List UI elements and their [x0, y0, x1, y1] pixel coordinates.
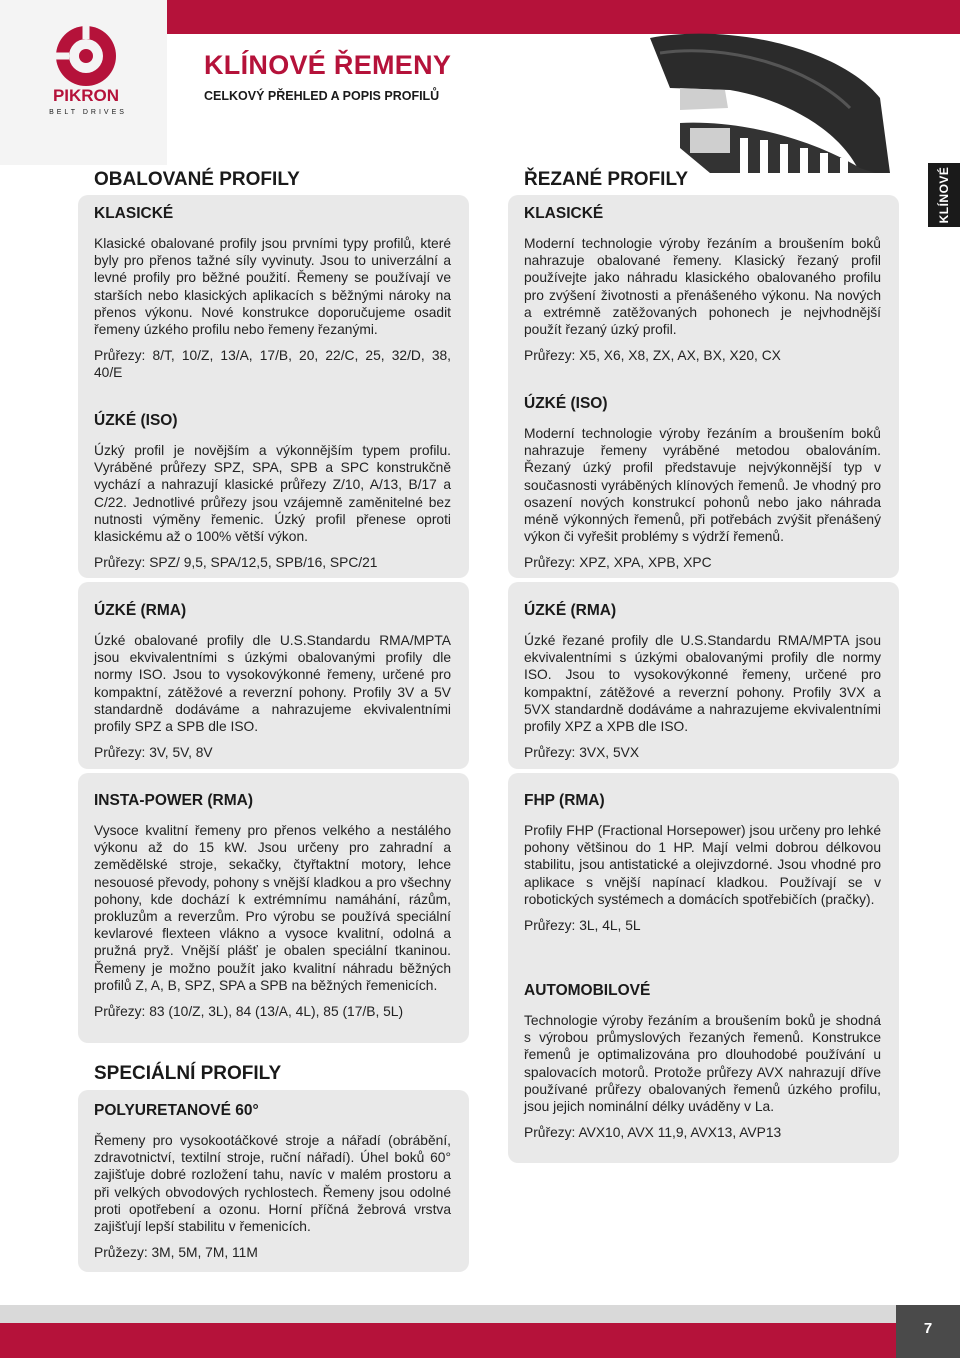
- pikron-logo-icon: [38, 18, 138, 118]
- block-automobilove: [524, 982, 881, 1150]
- block-fhp: [524, 792, 881, 943]
- brand-tagline: BELT DRIVES: [49, 109, 127, 116]
- block-insta-power: [94, 792, 451, 1029]
- body-text: Úzké řezané profily dle U.S.Standardu RMA/MPTA jsou ekvivalentními s úzkými obalovanými profily dle normy ISO. Jsou to vysokovýkonné řemeny, určené pro kompaktní, zátěžové a reverzní pohony. Profily 3VX a 5VX standardně dodáváme a nahrazujeme ekvivalentními profily XPZ a XPB dle ISO.: [524, 633, 881, 735]
- sizes-text: Průřezy: 83 (10/Z, 3L), 84 (13/A, 4L), 85 (17/B, 5L): [94, 1004, 404, 1020]
- block-rezane-uzke-rma: [524, 602, 881, 770]
- heading: ÚZKÉ (ISO): [524, 395, 608, 412]
- body-text: Moderní technologie výroby řezáním a broušením boků nahrazuje obalované řemeny. Klasický řezaný profil používejte jako náhradu klasického obalovaného profilu pro zvýšení životnosti a přenášeného výkonu. Na nových a extrémně zatěžovaných pohonech je nejvhodnější použít řezaný úzký profil.: [524, 236, 881, 338]
- block-obalovane-klasicke: [94, 205, 451, 391]
- brand-name: PIKRON: [52, 86, 120, 105]
- block-polyuretanove: [94, 1102, 451, 1270]
- sizes-text: Průřezy: SPZ/ 9,5, SPA/12,5, SPB/16, SPC/21: [94, 555, 378, 571]
- footer-bar: [0, 1305, 960, 1358]
- body-text: Úzký profil je novějším a výkonnějším typem profilu. Vyráběné průřezy SPZ, SPA, SPB a SPC konstrukčně vychází a nahrazují klasické průřezy Z/10, A/13, B/17 a C/22. Jednotlivé průřezy jsou vzájemně zaměnitelné bez nutnosti výměny řemenic. Úzký profil přenese oproti klasickému až o 100% větší výkon.: [94, 443, 451, 545]
- sizes-text: Průřezy: XPZ, XPA, XPB, XPC: [524, 555, 712, 571]
- page-title: KLÍNOVÉ ŘEMENY: [204, 50, 452, 80]
- body-text: Profily FHP (Fractional Horsepower) jsou určeny pro lehké pohony většinou do 1 HP. Mají velmi dobrou délkovou stabilitu, jsou antistatické a olejivzdorné. Jsou vhodné pro aplikace s vnější napínací kladkou. Používají se v robotických systémech a domácích spotřebičích (pračky).: [524, 823, 881, 907]
- body-text: Technologie výroby řezáním a broušením boků je shodná s výrobou průmyslových řezaných řemenů. Konstrukce řemenů je optimalizována pro dlouhodobé používání u spalovacích motorů. Protože průřezy AVX nahrazují dříve používané průřezy obalovaných řemenů úzkého profilu, jsou jejich nominální délky uváděny v La.: [524, 1013, 881, 1115]
- body-text: Úzké obalované profily dle U.S.Standardu RMA/MPTA jsou ekvivalentními s úzkými obalovanými profily dle normy ISO. Jsou to vysokovýkonné řemeny, určené pro kompaktní, zátěžové a reverzní pohony. Profily 3V a 5V standardně dodáváme a nahrazujeme ekvivalentními profily SPZ a SPB dle ISO.: [94, 633, 451, 735]
- body-text: Klasické obalované profily jsou prvními typy profilů, které byly pro přenos tažné síly vyvinuty. Jsou to univerzální a levné profily pro běžné použití. Řemeny se používají ve starších nebo klasických aplikacích s běžnými nároky na přenos výkonu. Nové konstrukce doporučujeme osadit řemeny úzkého profilu nebo řemeny řezanými.: [94, 236, 451, 338]
- section-title-rezane: ŘEZANÉ PROFILY: [524, 169, 688, 190]
- heading: FHP (RMA): [524, 792, 605, 809]
- side-tab-label: KLÍNOVÉ: [937, 166, 951, 224]
- footer-red-strip: [0, 1323, 960, 1358]
- heading: ÚZKÉ (RMA): [524, 602, 617, 619]
- block-rezane-klasicke: [524, 205, 881, 373]
- footer-gray-strip: [0, 1305, 960, 1323]
- block-obalovane-uzke-rma: [94, 602, 451, 770]
- page-number-box: [896, 1305, 960, 1358]
- body-text: Moderní technologie výroby řezáním a broušením boků nahrazuje řemeny vyráběné metodou obalováním. Řezaný úzký profil představuje nejvýkonnější typ v současnosti vyráběných klínových řemenů. Je vhodný pro osazení nových konstrukcí pohonů nebo jako náhrada méně výkonných řemenů, při potřebách zvýšit přenášený výkon či vyřešit problémy s výdrží řemenů.: [524, 426, 881, 545]
- sizes-text: Průřezy: X5, X6, X8, ZX, AX, BX, X20, CX: [524, 348, 781, 364]
- heading: ÚZKÉ (ISO): [94, 412, 178, 429]
- page-number: 7: [923, 1320, 933, 1337]
- heading: ÚZKÉ (RMA): [94, 602, 187, 619]
- sizes-text: Průřezy: 8/T, 10/Z, 13/A, 17/B, 20, 22/C, 25, 32/D, 38, 40/E: [94, 348, 451, 381]
- body-text: Vysoce kvalitní řemeny pro přenos velkého a nestálého výkonu až do 15 kW. Jsou určeny pro zahradní a zemědělské stroje, sekačky, čtyřtaktní motory, lehce nesouosé převody, pohony s vnější kladkou a pro všechny pohony, kde dochází k extrémnímu namáhání, rázům, prokluzům a reverzům. Pro výrobu se používá speciální kevlarové flexteen vlákno a vysoce kvalitní, odolná a pružná pryž. Vnější plášť je obalen speciální tkaninou. Řemeny je možno použít jako kvalitní náhradu běžných profilů Z, A, B, SPZ, SPA a SPB na běžných řemenicích.: [94, 823, 451, 993]
- section-title-specialni: SPECIÁLNÍ PROFILY: [94, 1063, 282, 1084]
- heading: AUTOMOBILOVÉ: [524, 982, 651, 999]
- page-subtitle: CELKOVÝ PŘEHLED A POPIS PROFILŮ: [204, 89, 440, 103]
- block-rezane-uzke-iso: [524, 395, 881, 581]
- heading: KLASICKÉ: [94, 205, 174, 222]
- sizes-text: Průžezy: 3M, 5M, 7M, 11M: [94, 1245, 258, 1261]
- heading: KLASICKÉ: [524, 205, 604, 222]
- sizes-text: Průřezy: 3V, 5V, 8V: [94, 745, 213, 761]
- body-text: Řemeny pro vysokootáčkové stroje a nářadí (obrábění, zdravotnictví, textilní stroje, ruční nářadí). Úhel boků 60° zajišťuje dobré rozložení tahu, navíc v malém prostoru a při velkých obvodových rychlostech. Řemeny jsou odolné proti opotřebení a ozonu. Horní příčná žebrová vrstva zajišťují lepší stabilitu v řemenicích.: [94, 1133, 451, 1235]
- sizes-text: Průřezy: 3L, 4L, 5L: [524, 918, 641, 934]
- side-tab: [928, 163, 960, 227]
- sizes-text: Průřezy: AVX10, AVX 11,9, AVX13, AVP13: [524, 1125, 782, 1141]
- sizes-text: Průřezy: 3VX, 5VX: [524, 745, 640, 761]
- v-belt-illustration: [610, 28, 900, 178]
- heading: POLYURETANOVÉ 60°: [94, 1102, 259, 1119]
- heading: INSTA-POWER (RMA): [94, 792, 253, 809]
- section-title-obalovane: OBALOVANÉ PROFILY: [94, 169, 300, 190]
- block-obalovane-uzke-iso: [94, 412, 451, 580]
